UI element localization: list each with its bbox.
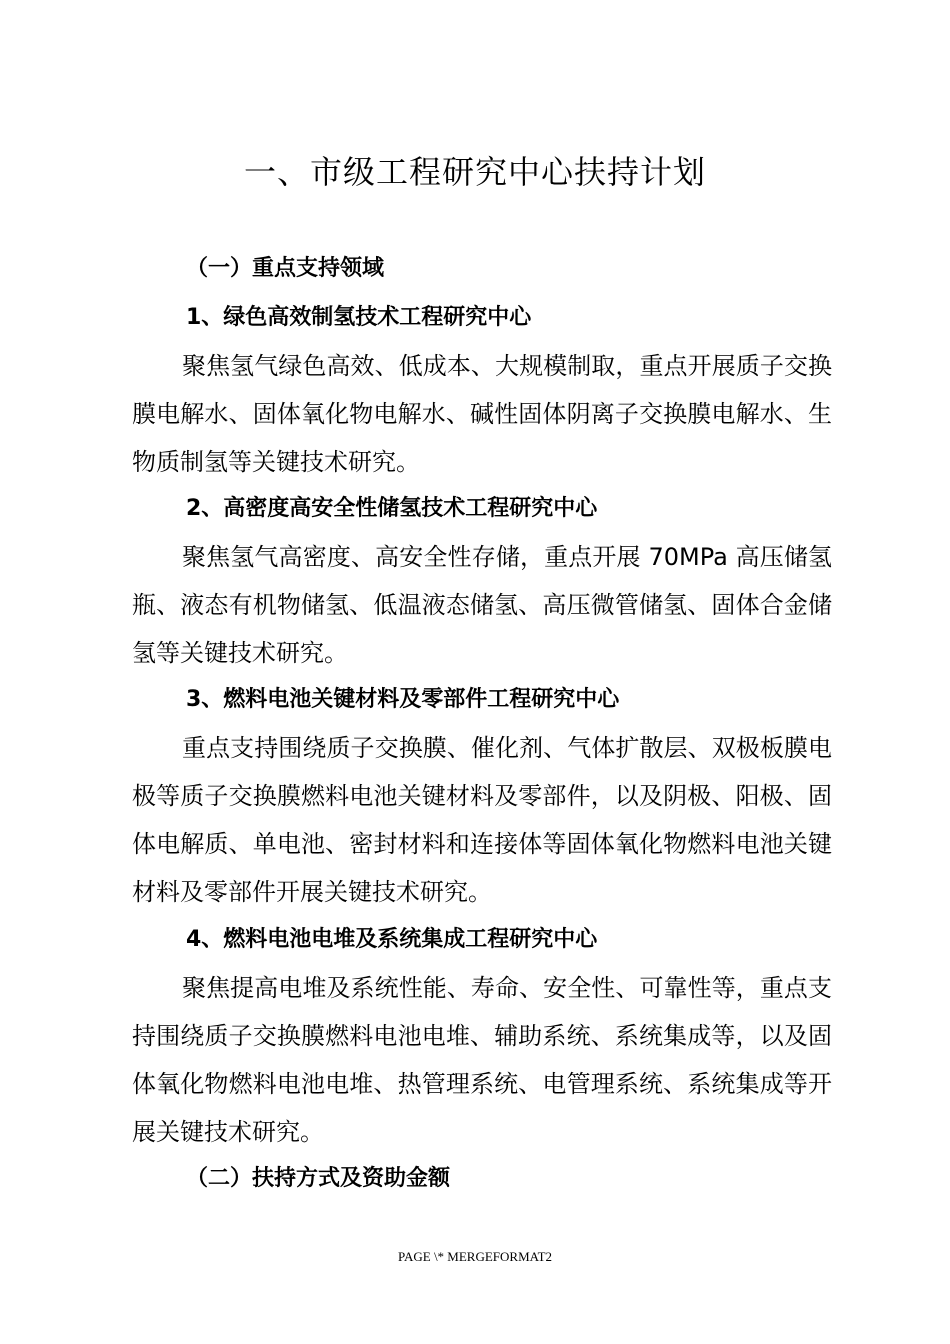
item-body-fuel-cell-stack: 聚焦提高电堆及系统性能、寿命、安全性、可靠性等，重点支持围绕质子交换膜燃料电池电堆、辅助系统、系统集成等，以及固体氧化物燃料电池电堆、热管理系统、电管理系统、系统集成等开展关键技术研究。 bbox=[132, 974, 832, 1146]
item-body-hydrogen-storage: 聚焦氢气高密度、高安全性存储，重点开展 70MPa 高压储氢瓶、液态有机物储氢、低温液态储氢、高压微管储氢、固体合金储氢等关键技术研究。 bbox=[132, 543, 832, 667]
page-title: 一、市级工程研究中心扶持计划 bbox=[243, 153, 706, 191]
item-body-fuel-cell-materials: 重点支持围绕质子交换膜、催化剂、气体扩散层、双极板膜电极等质子交换膜燃料电池关键材料及零部件，以及阴极、阳极、固体电解质、单电池、密封材料和连接体等固体氧化物燃料电池关键材料及零部件开展关键技术研究。 bbox=[132, 734, 832, 906]
section-heading-key-areas: （一）重点支持领域 bbox=[186, 256, 385, 281]
item-heading-hydrogen-production: 1、绿色高效制氢技术工程研究中心 bbox=[186, 305, 532, 330]
item-heading-fuel-cell-stack: 4、燃料电池电堆及系统集成工程研究中心 bbox=[186, 927, 598, 952]
item-body-hydrogen-production: 聚焦氢气绿色高效、低成本、大规模制取，重点开展质子交换膜电解水、固体氧化物电解水、碱性固体阴离子交换膜电解水、生物质制氢等关键技术研究。 bbox=[132, 352, 832, 476]
page-footer-field: PAGE \* MERGEFORMAT2 bbox=[397, 1249, 553, 1264]
section-heading-support-funding: （二）扶持方式及资助金额 bbox=[186, 1166, 451, 1191]
item-heading-fuel-cell-materials: 3、燃料电池关键材料及零部件工程研究中心 bbox=[186, 687, 620, 712]
item-heading-hydrogen-storage: 2、高密度高安全性储氢技术工程研究中心 bbox=[186, 496, 598, 521]
